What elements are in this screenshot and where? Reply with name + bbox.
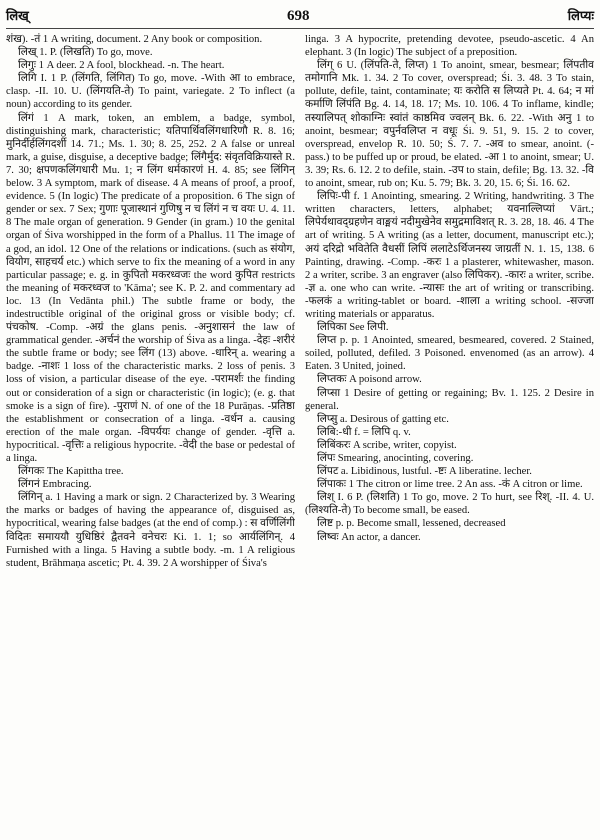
entry-limpata: लिंपट a. Libidinous, lustful. -ष्टः A liberatine. lecher. bbox=[317, 466, 532, 478]
entry-lingakah: लिंगकः The Kapittha tree. bbox=[18, 466, 124, 478]
page-number: 698 bbox=[287, 8, 310, 24]
entry-lipsu: लिप्सु a. Desirous of gatting etc. bbox=[317, 413, 449, 425]
page-header bbox=[6, 6, 594, 29]
entry-limpah: लिंपः Smearing, anocinting, covering. bbox=[317, 453, 474, 464]
entry-lishta: लिष्ट p. p. Become small, lessened, decreased bbox=[317, 518, 506, 530]
two-column-body bbox=[6, 33, 594, 837]
entry-lipsa: लिप्सा 1 Desire of getting or regaining; Bv. 1. 125. 2 Desire in general. bbox=[305, 387, 594, 412]
entry-lipta: लिप्त p. p. 1 Anointed, smeared, besmeared, covered. 2 Stained, soiled, polluted, defiled. 3 Poisoned. envenomed (as an arrow). 4 Eaten. 3 United, joined. bbox=[305, 335, 594, 373]
entry-lingam: लिंगं 1 A mark, token, an emblem, a badge, symbol, distinguishing mark, characteristic; यतिपार्थिवलिंगधारिणौ R. 8. 16; मुनिर्दीर्हलिंगदर्शी 14. 71.; Ms. 1. 30; 8. 25, 252. 2 A false or unreal mark, a guise, disguise, a deceptive badge; लिंगैर्मुद: संवृतविक्रियास्ते R. 7. 30; क्षपणकलिंगधारी Mu. 1; न लिंग धर्मकारणं H. 4. 85; see लिंगिन् below. 3 A symptom, mark of disease. 4 A means of proof, a proof, evidence. 5 (In logic) The predicate of a proposition. 6 The sign of gender or sex. 7 Sex; गुणाः पूजास्थानं गुणिषु न च लिंगं न च वयः U. 4. 11. 8 The male organ of generation. 9 Gender (in gram.) 10 the genital organ of Śiva worshipped in the form of a Phallus. 11 The image of a god, an idol. 12 One of the relations or indications. (such as संयोग, वियोग, साहचर्य etc.) which serve to fix the meaning of a word in any particular passage; e. g. in कुपितो मकरध्वजः the word कुपित restricts the meaning of मकरध्वज to 'Kāma'; see K. P. 2. and commentary ad loc. 13 (In Vedānta phil.) The subtle frame or body, the indestructible original of the original gross or visible body; cf. पंचकोष. -Comp. -अग्रं the glans penis. -अनुशासनं the law of grammatical gender. -अर्चनं the worship of Śiva as a linga. -देहः -शरीरं the subtle frame or body; see लिंग (13) above. -धारिन् a. wearing a badge. -नाशः 1 loss of the characteristic marks. 2 loss of penis. 3 loss of vision, a particular disease of the eye. -परामर्शः the finding out or consideration of a sign or characteristic (in logic); (e. g. that smoke is a sign of fire). -पुराणं N. of one of the 18 Purāṇas. -प्रतिष्ठा the establishment or consecration of a linga. -वर्धन a. causing erection of the male organ. -विपर्ययः change of gender. -वृत्ति a. hypocritical. -वृत्तिः a religious hypocrite. -वेदी the base or pedestal of a linga. bbox=[6, 112, 295, 464]
entry-limpakah: लिंपाकः 1 The citron or lime tree. 2 An ass. -कं A citron or lime. bbox=[317, 479, 583, 491]
entry-continuation: शंख). -तं 1 A writing, document. 2 Any book or composition. bbox=[6, 34, 263, 45]
entry-lip: लिंग् 6 U. (लिंपति-ते, लिप्त) 1 To anoint, smear, besmear; लिंपतीव तमोगानि Mk. 1. 34. 2 To cover, overspread; Śi. 3. 48. 3 To stain, pollute, defile, taint, contaminate; यः करोति स लिप्यते Pt. 4. 64; न मां कर्माणि लिंपंति Bg. 4. 14, 18. 17; Ms. 10. 106. 4 To inflame, kindle; तस्यालिपत् शोकाग्निः स्वांतं काष्ठमिव ज्वलन् Bk. 6. 22. -With अनु 1 to anoint, besmear; वपुर्नवलिप्त न वधूः Śi. 9. 51, 9. 15. 2 to cover, overspread, envelop R. 10. 50; Ś. 7. 7. -अव to smear, anoint. (-pass.) to be puffed up or proud, be elated. -आ 1 to anoint, smear; U. 3. 39; Rs. 6. 12. 2 to defile, stain. -उप to stain, defile; Bg. 13. 32. -वि to anoint, smear, rub on; Ku. 5. 79; Bk. 3. 20, 15. 6; Śi. 16. 62. bbox=[305, 60, 594, 190]
entry-libih: लिबि:-धी f. = लिपि q. v. bbox=[317, 426, 411, 438]
entry-liptakah: लिप्तकः A poisond arrow. bbox=[317, 374, 422, 386]
entry-linganam: लिंगनं Embracing. bbox=[18, 479, 92, 491]
entry-lishvah: लिष्वः An actor, a dancer. bbox=[317, 531, 421, 543]
entry-linginn: लिंगिन् a. 1 Having a mark or sign. 2 Characterized by. 3 Wearing the marks or badges of having the appearance of, disguised as, hypocritical, wearing false badges (at the end of comp.) : स वर्णिलिंगी विदितः समाययौ युधिष्ठिरं द्वैतवने वनेचरः Ki. 1. 1; so आर्यलिंगिन्. 4 Furnished with a linga. 5 Having a subtle body. -m. 1 A religious student, Brāhmaṇa ascetic; Pt. 4. 39. 2 A worshipper of Śiva's bbox=[6, 492, 295, 569]
right-guide-word: लिप्यः bbox=[567, 9, 594, 24]
right-column bbox=[305, 33, 594, 837]
left-guide-word: लिख् bbox=[6, 9, 29, 24]
entry-libinkarah: लिबिंकरः A scribe, writer, copyist. bbox=[317, 439, 457, 451]
entry-lish: लिश् I. 6 P. (लिशति) 1 To go, move. 2 To hurt, see रिश्. -II. 4. U. (लिश्यति-ते) To become small, be eased. bbox=[305, 492, 594, 517]
entry-continuation-right: linga. 3 A hypocrite, pretending devotee, pseudo-ascetic. 4 An elephant. 3 (In logic) The subject of a preposition. bbox=[305, 34, 594, 59]
entry-lipih: लिपिः-पी f. 1 Anointing, smearing. 2 Writing, handwriting. 3 The written characters, letters, alphabet; यवनाल्लिप्यां Vārt.; लिपेर्यथावद्ग्रहणेन वाङ्मयं नदीमुखेनेव समुद्रमाविशत् R. 3. 28, 18. 46. 4 The art of writing. 5 A writing (as a letter, document, manuscript etc.); अयं दरिद्रो भवितेति वैधसीं लिपिं ललाटेऽर्थिजनस्य जाग्रतीं N. 1. 15, 138. 6 Painting, drawing. -Comp. -करः 1 a plasterer, whitewasher, mason. 2 a writer, scribe. 3 an engraver (also लिपिकर). -कारः a writer, scribe. -ज्ञ a. one who can write. -न्यासः the art of writing or transcribing. -फलकं a writing-tablet or board. -शाला a writing school. -सज्जा writing materials or apparatus. bbox=[305, 191, 594, 320]
entry-ligi: लिगि I. 1 P. (लिंगति, लिंगित) To go, move. -With आ to embrace, clasp. -II. 10. U. (लिंगयति-ते) To paint, variegate. 2 To inflect (a noun) according to its gender. bbox=[6, 73, 295, 111]
entry-lipika: लिपिका See लिपी. bbox=[317, 322, 389, 334]
entry-liguh: लिगुः 1 A deer. 2 A fool, blockhead. -n. The heart. bbox=[18, 60, 225, 72]
entry-likh: लिख् 1. P. (लिखति) To go, move. bbox=[18, 47, 153, 59]
left-column bbox=[6, 33, 295, 837]
